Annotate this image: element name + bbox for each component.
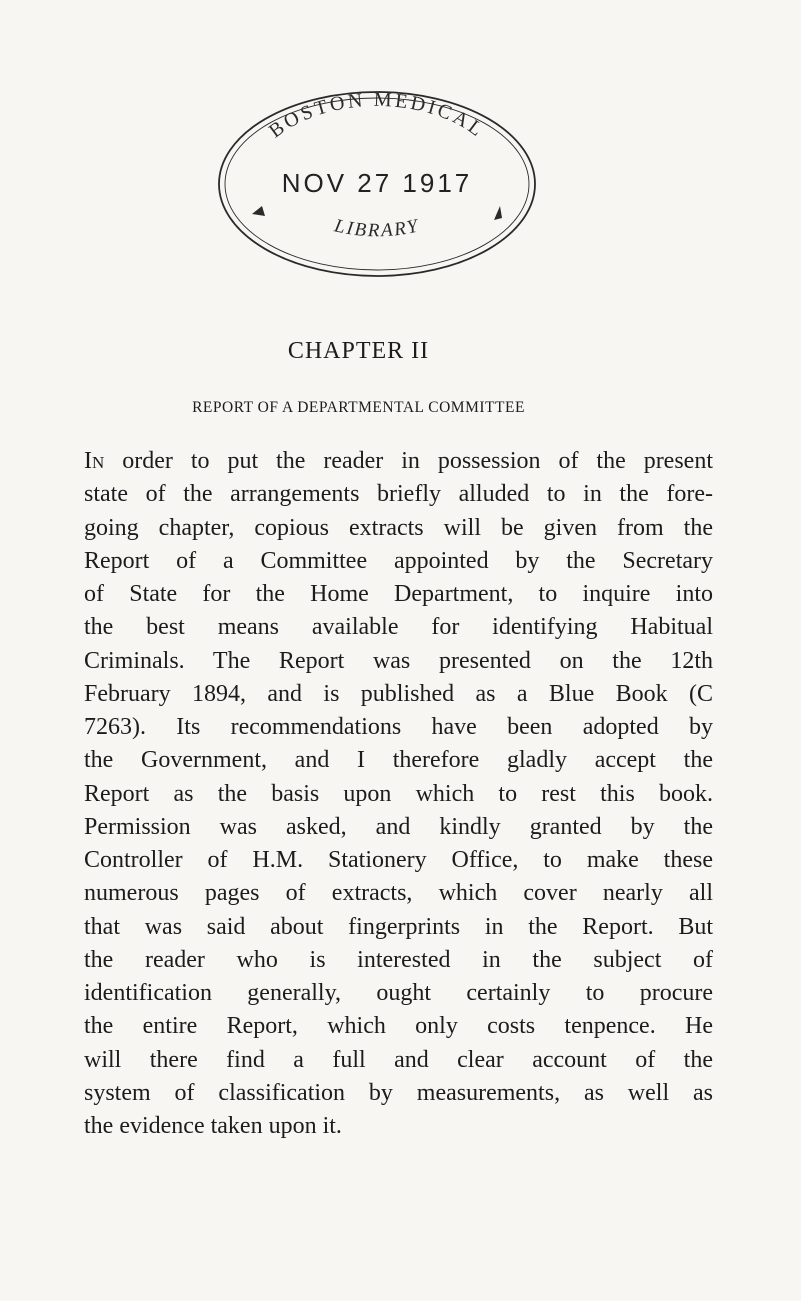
text-line: Criminals. The Report was presented on the 12th [84, 647, 713, 674]
text-line: the entire Report, which only costs tenpence. He [84, 1013, 713, 1040]
text-line: Permission was asked, and kindly granted by the [84, 813, 713, 840]
library-stamp-graphic [212, 86, 542, 296]
stamp-top-text: BOSTON MEDICAL [264, 88, 490, 143]
text-line: In order to put the reader in possession of the present [84, 448, 713, 474]
chapter-subtitle: REPORT OF A DEPARTMENTAL COMMITTEE [192, 399, 525, 416]
text-line: the reader who is interested in the subject of [84, 946, 713, 973]
chapter-title: CHAPTER II [287, 338, 430, 364]
text-line: Controller of H.M. Stationery Office, to make these [84, 847, 713, 873]
library-stamp [212, 86, 542, 296]
stamp-left-ornament [252, 206, 265, 216]
text-line: the evidence taken upon it. [84, 1113, 342, 1139]
text-line: system of classification by measurements, as well as [84, 1079, 713, 1106]
text-line: Report of a Committee appointed by the Secretary [84, 547, 713, 574]
text-line: Report as the basis upon which to rest this book. [84, 780, 713, 807]
text-line: going chapter, copious extracts will be given from the [84, 514, 713, 541]
text-line: of State for the Home Department, to inquire into [84, 581, 713, 607]
text-line: numerous pages of extracts, which cover nearly all [84, 880, 713, 907]
text-line: 7263). Its recommendations have been adopted by [84, 714, 713, 740]
text-line: the best means available for identifying Habitual [84, 614, 713, 641]
text-line: will there find a full and clear account of the [84, 1046, 713, 1073]
stamp-date: NOV 27 1917 [281, 168, 473, 198]
text-line: identification generally, ought certainly to procure [84, 980, 713, 1006]
drop-word: In [84, 448, 105, 474]
stamp-bottom-text: LIBRARY [332, 215, 422, 242]
chapter-body [84, 445, 713, 1143]
text-line: February 1894, and is published as a Blue Book (C [84, 680, 713, 707]
text-line: the Government, and I therefore gladly accept the [84, 747, 713, 774]
text-line: that was said about fingerprints in the Report. But [84, 913, 713, 940]
stamp-right-ornament [494, 206, 502, 220]
text-line: state of the arrangements briefly alluded to in the fore- [84, 481, 713, 508]
